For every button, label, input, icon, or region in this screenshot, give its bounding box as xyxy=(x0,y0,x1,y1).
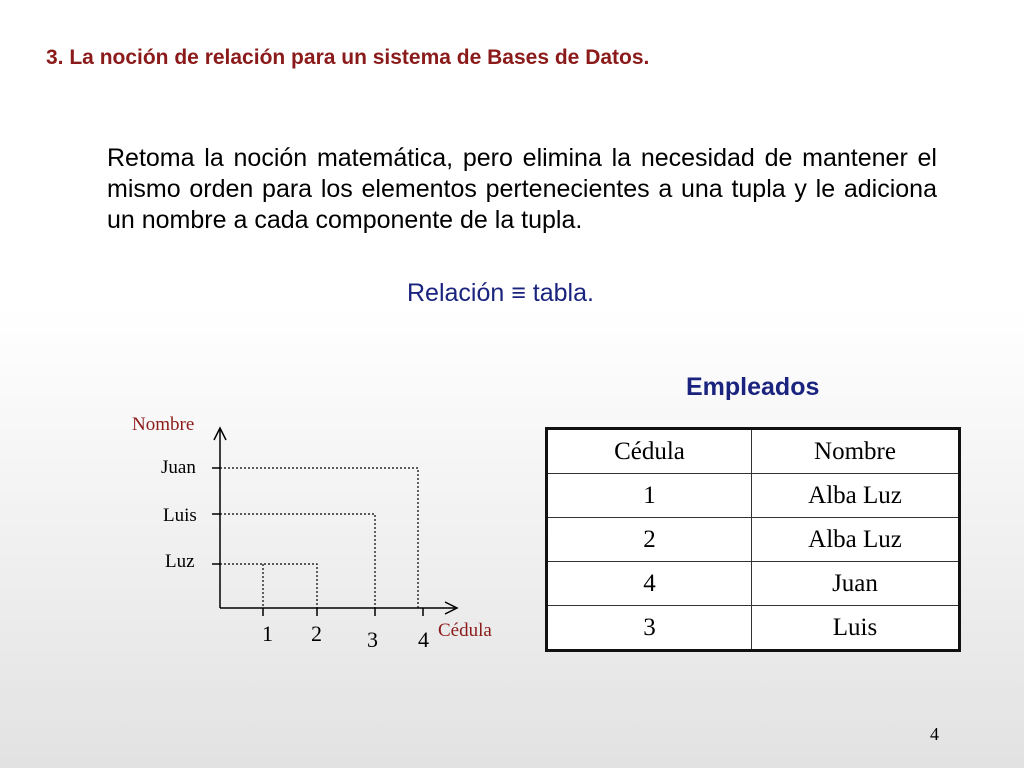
table-cell: 2 xyxy=(547,518,752,562)
x-axis-label: Cédula xyxy=(438,620,492,641)
x-tick-label: 1 xyxy=(262,621,273,646)
point-guide-luz-2 xyxy=(220,564,317,608)
slide-heading: 3. La noción de relación para un sistema de Bases de Datos. xyxy=(46,46,650,69)
column-header: Cédula xyxy=(547,429,752,474)
table-cell: 1 xyxy=(547,474,752,518)
x-tick-label: 4 xyxy=(418,627,429,652)
table-title: Empleados xyxy=(686,373,820,401)
point-guide-juan-4 xyxy=(220,468,418,608)
table-row xyxy=(547,562,960,606)
point-guide-luis-3 xyxy=(220,514,375,608)
table-cell: Alba Luz xyxy=(752,474,960,518)
body-paragraph: Retoma la noción matemática, pero elimina la necesidad de mantener el mismo orden para los elementos pertenecientes a una tupla y le adiciona un nombre a cada componente de la tupla. xyxy=(107,144,937,234)
table-cell: 3 xyxy=(547,606,752,651)
table-cell: Juan xyxy=(752,562,960,606)
page-number: 4 xyxy=(930,724,939,744)
x-tick-label: 2 xyxy=(311,621,322,646)
y-axis-label: Nombre xyxy=(132,414,195,435)
table-cell: 4 xyxy=(547,562,752,606)
y-tick-label: Juan xyxy=(161,457,196,478)
table-cell: Luis xyxy=(752,606,960,651)
relation-equivalence: Relación ≡ tabla. xyxy=(407,279,594,307)
table-row xyxy=(547,518,960,562)
table-cell: Alba Luz xyxy=(752,518,960,562)
employees-table xyxy=(545,427,961,652)
table-row xyxy=(547,474,960,518)
y-tick-label: Luz xyxy=(165,551,195,572)
y-tick-label: Luis xyxy=(163,505,197,526)
table-row xyxy=(547,606,960,651)
x-tick-label: 3 xyxy=(367,627,378,652)
table-header-row xyxy=(547,429,960,474)
column-header: Nombre xyxy=(752,429,960,474)
